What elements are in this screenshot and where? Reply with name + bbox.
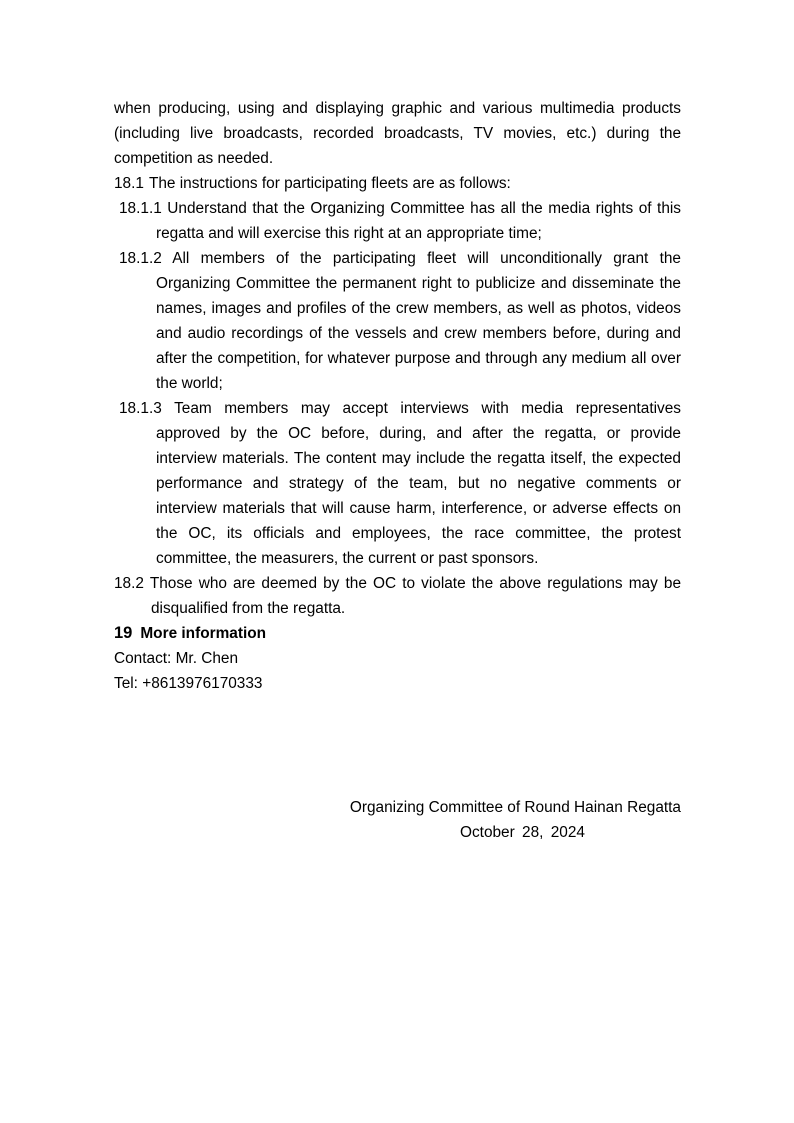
document-body — [114, 96, 681, 696]
tel-line: Tel: +8613976170333 — [114, 675, 263, 692]
sub-clause-number: 18.1.1 — [119, 200, 162, 217]
clause-number: 18.2 — [114, 575, 144, 592]
section-heading-19 — [114, 621, 681, 646]
section-number: 19 — [114, 624, 133, 642]
sub-clause-18-1-3 — [114, 396, 681, 571]
signature-date: October 28, 2024 — [460, 824, 585, 841]
sub-clause-number: 18.1.2 — [119, 250, 162, 267]
clause-number: 18.1 — [114, 175, 144, 192]
intro-paragraph: when producing, using and displaying graphic and various multimedia products (including live broadcasts, recorded broadcasts, TV movies, etc.) during the competition as needed. — [114, 100, 681, 167]
clause-text: The instructions for participating fleets are as follows: — [148, 175, 511, 192]
signature-block — [335, 795, 681, 845]
signature-organization: Organizing Committee of Round Hainan Regatta — [349, 799, 681, 816]
sub-clause-18-1-2 — [114, 246, 681, 396]
sub-clause-18-1-1 — [114, 196, 681, 246]
section-title: More information — [140, 625, 267, 642]
sub-clause-text: All members of the participating fleet will unconditionally grant the Organizing Committee the permanent right to publicize and disseminate the names, images and profiles of the crew members, as well as photos, videos and audio recordings of the vessels and crew members before, during and after the competition, for whatever purpose and through any medium all over the world; — [156, 250, 681, 392]
clause-text: Those who are deemed by the OC to violate the above regulations may be disqualified from the regatta. — [149, 575, 682, 617]
contact-line: Contact: Mr. Chen — [114, 650, 239, 667]
clause-18-2 — [114, 571, 681, 621]
sub-clause-text: Understand that the Organizing Committee has all the media rights of this regatta and will exercise this right at an appropriate time; — [156, 200, 681, 242]
sub-clause-number: 18.1.3 — [119, 400, 162, 417]
clause-18-1 — [114, 171, 681, 196]
sub-clause-text: Team members may accept interviews with media representatives approved by the OC before, during, and after the regatta, or provide interview materials. The content may include the regatta itself, the expected performance and strategy of the team, but no negative comments or interview materials that will cause harm, interference, or adverse effects on the OC, its officials and employees, the race committee, the protest committee, the measurers, the current or past sponsors. — [156, 400, 681, 567]
